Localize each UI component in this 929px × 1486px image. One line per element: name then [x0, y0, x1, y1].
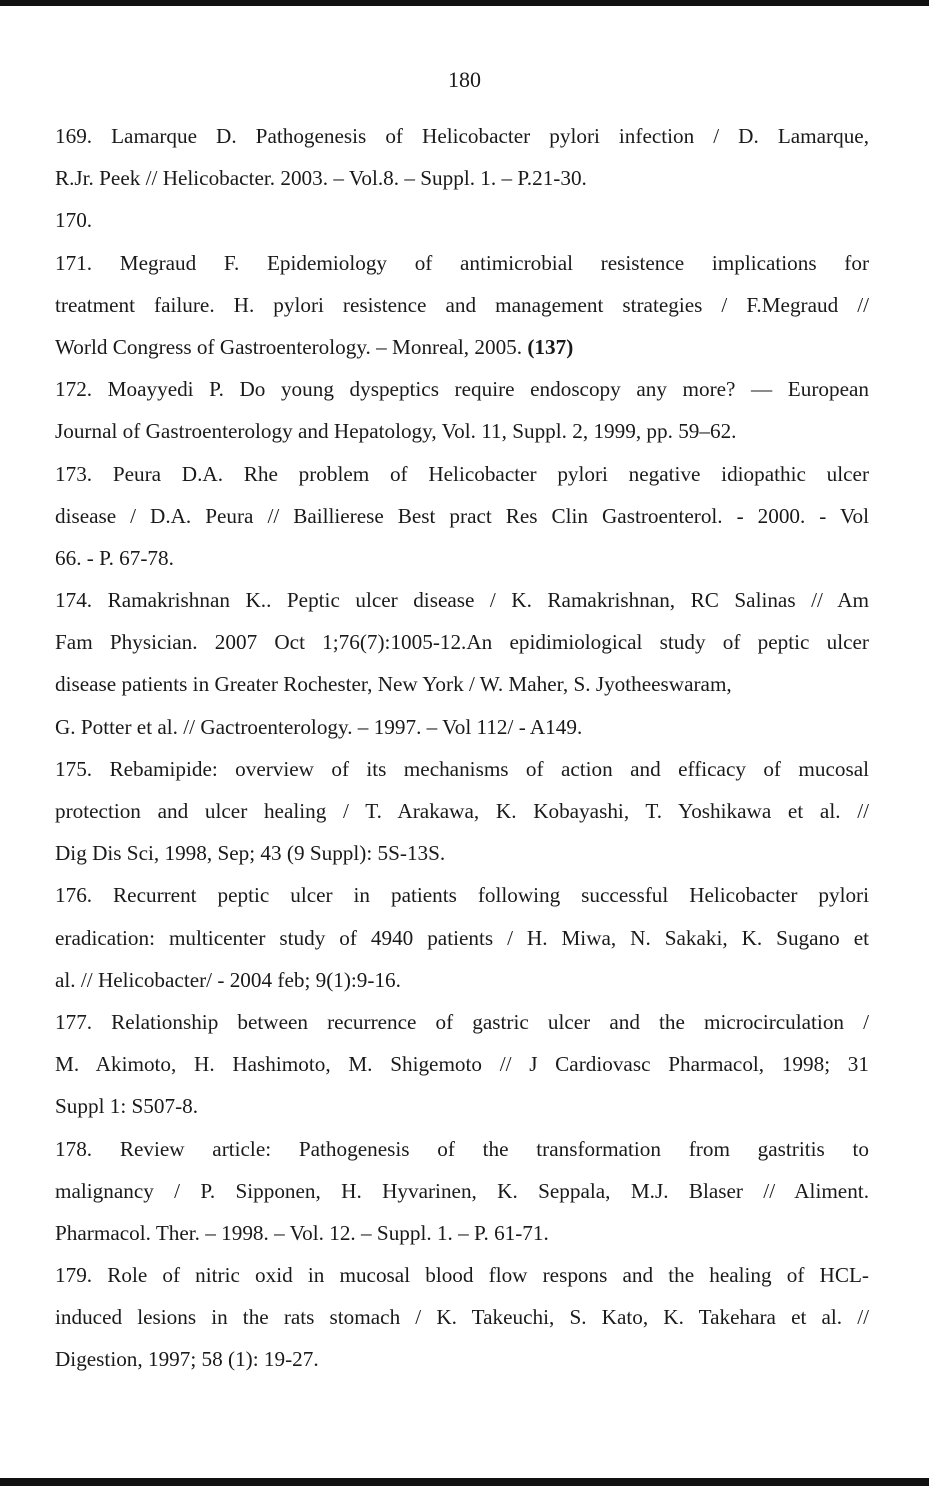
reference-text: M. Akimoto, H. Hashimoto, M. Shigemoto // J Cardiovasc Pharmacol, 1998; 31: [55, 1052, 869, 1077]
reference-line: [55, 917, 869, 959]
reference-entry-169: [55, 115, 869, 199]
reference-line: [55, 1128, 869, 1170]
reference-text: Suppl 1: S507-8.: [55, 1094, 199, 1119]
reference-line: [55, 1338, 869, 1380]
reference-entry-176: [55, 874, 869, 1001]
reference-entry-171: [55, 242, 869, 369]
reference-line: [55, 495, 869, 537]
reference-text: 169. Lamarque D. Pathogenesis of Helicobacter pylori infection / D. Lamarque,: [55, 124, 869, 148]
reference-line: [55, 410, 869, 452]
reference-text: 178. Review article: Pathogenesis of the transformation from gastritis to: [55, 1136, 869, 1161]
reference-text: 177. Relationship between recurrence of gastric ulcer and the microcirculation /: [55, 1009, 869, 1034]
reference-line: [55, 1212, 869, 1254]
reference-line: [55, 1085, 869, 1127]
reference-entry-178: [55, 1128, 869, 1255]
reference-line: [55, 199, 869, 241]
reference-line: [55, 874, 869, 916]
reference-line: [55, 1254, 869, 1296]
reference-text: Dig Dis Sci, 1998, Sep; 43 (9 Suppl): 5S-13S.: [55, 841, 446, 866]
reference-line: [55, 537, 869, 579]
reference-text: 171. Megraud F. Epidemiology of antimicrobial resistence implications for: [55, 250, 869, 275]
reference-text: 172. Moayyedi P. Do young dyspeptics require endoscopy any more? — European: [55, 377, 869, 402]
reference-entry-179: [55, 1254, 869, 1381]
scan-top-edge: [0, 0, 929, 6]
reference-line: [55, 368, 869, 410]
reference-line: [55, 748, 869, 790]
reference-line: [55, 663, 869, 705]
reference-text: Digestion, 1997; 58 (1): 19-27.: [55, 1347, 319, 1372]
reference-line: [55, 1296, 869, 1338]
reference-line: [55, 959, 869, 1001]
reference-text: G. Potter et al. // Gactroenterology. – 1997. – Vol 112/ - A149.: [55, 714, 583, 739]
reference-text: 176. Recurrent peptic ulcer in patients following successful Helicobacter pylori: [55, 883, 869, 908]
reference-text: R.Jr. Peek // Helicobacter. 2003. – Vol.8. – Suppl. 1. – P.21-30.: [55, 166, 587, 191]
reference-line: [55, 453, 869, 495]
reference-text: Fam Physician. 2007 Oct 1;76(7):1005-12.An epidimiological study of peptic ulcer: [55, 630, 869, 655]
reference-line: [55, 790, 869, 832]
reference-line: [55, 621, 869, 663]
reference-text: disease patients in Greater Rochester, New York / W. Maher, S. Jyotheeswaram,: [55, 672, 732, 697]
reference-text: malignancy / P. Sipponen, H. Hyvarinen, K. Seppala, M.J. Blaser // Aliment.: [55, 1178, 869, 1203]
reference-text: 170.: [55, 208, 93, 233]
reference-source-mark: (137): [527, 334, 574, 359]
reference-text: Pharmacol. Ther. – 1998. – Vol. 12. – Suppl. 1. – P. 61-71.: [55, 1220, 549, 1245]
reference-line: [55, 326, 869, 368]
page-number: 180: [448, 67, 481, 92]
reference-line: [55, 706, 869, 748]
reference-line: [55, 157, 869, 199]
reference-entry-177: [55, 1001, 869, 1128]
reference-line: [55, 284, 869, 326]
reference-list: [55, 115, 869, 1381]
reference-entry-173: [55, 453, 869, 580]
reference-line: [55, 115, 869, 157]
reference-text: induced lesions in the rats stomach / K. Takeuchi, S. Kato, K. Takehara et al. //: [55, 1305, 869, 1330]
reference-text: Journal of Gastroenterology and Hepatology, Vol. 11, Suppl. 2, 1999, pp. 59–62.: [55, 419, 737, 444]
reference-text: 175. Rebamipide: overview of its mechanisms of action and efficacy of mucosal: [55, 756, 869, 781]
reference-line: [55, 1043, 869, 1085]
reference-text: 179. Role of nitric oxid in mucosal blood flow respons and the healing of HCL-: [55, 1263, 869, 1288]
reference-entry-175: [55, 748, 869, 875]
reference-line: [55, 242, 869, 284]
reference-text: 173. Peura D.A. Rhe problem of Helicobacter pylori negative idiopathic ulcer: [55, 461, 869, 486]
reference-text: protection and ulcer healing / T. Arakawa, K. Kobayashi, T. Yoshikawa et al. //: [55, 799, 869, 823]
reference-text: al. // Helicobacter/ - 2004 feb; 9(1):9-16.: [55, 967, 401, 992]
reference-line: [55, 1001, 869, 1043]
reference-line: [55, 832, 869, 874]
scan-bottom-edge: [0, 1478, 929, 1486]
reference-text: treatment failure. H. pylori resistence and management strategies / F.Megraud //: [55, 292, 869, 317]
reference-entry-170: [55, 199, 869, 241]
reference-text: eradication: multicenter study of 4940 patients / H. Miwa, N. Sakaki, K. Sugano et: [55, 925, 869, 950]
reference-text: World Congress of Gastroenterology. – Monreal, 2005.: [55, 334, 528, 359]
reference-entry-172: [55, 368, 869, 452]
reference-line: [55, 1170, 869, 1212]
reference-text: 174. Ramakrishnan K.. Peptic ulcer disease / K. Ramakrishnan, RC Salinas // Am: [55, 588, 869, 613]
reference-line: [55, 579, 869, 621]
reference-text: disease / D.A. Peura // Baillierese Best pract Res Clin Gastroenterol. - 2000. - Vol: [55, 503, 869, 528]
reference-text: 66. - P. 67-78.: [55, 545, 174, 570]
reference-entry-174: [55, 579, 869, 748]
